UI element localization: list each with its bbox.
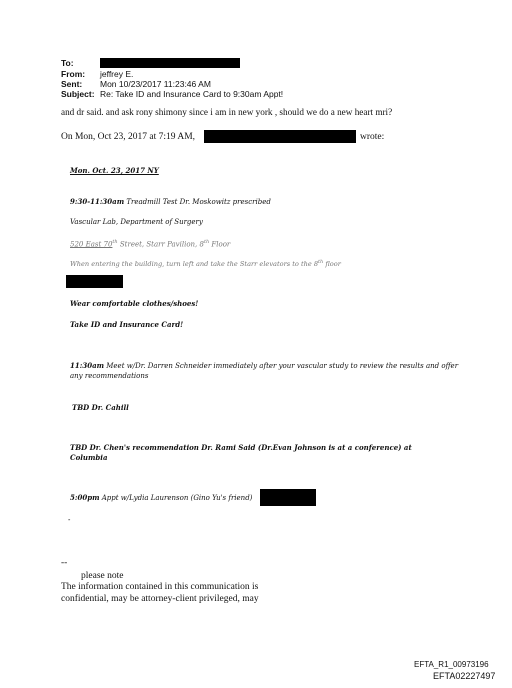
sig-line-1: The information contained in this communication is [61,582,259,592]
location-line: Vascular Lab, Department of Surgery [70,218,203,226]
item2-text: Meet w/Dr. Darren Schneider immediately after your vascular study to review the results and offer any recommendations [70,362,459,380]
quote-intro: On Mon, Oct 23, 2017 at 7:19 AM, [61,132,196,142]
to-label: To: [61,58,74,68]
item3-time: 5:00pm [70,493,100,502]
directions-line: When entering the building, turn left and take the Starr elevators to the 8th floor [70,259,341,269]
redaction-block-2 [260,489,316,506]
sent-label: Sent: [61,79,83,89]
tbd-chen: TBD Dr. Chen's recommendation Dr. Rami Said (Dr.Evan Johnson is at a conference) at Columbia [70,443,412,462]
from-value: jeffrey E. [100,69,134,79]
item1-time: 9:30-11:30am [70,197,125,206]
date-heading: Mon. Oct. 23, 2017 NY [70,166,159,175]
sig-separator: -- [61,558,68,568]
schedule-item-1 [70,197,271,206]
schedule-item-3 [70,493,252,502]
sig-line-2: confidential, may be attorney-client privileged, may [61,594,259,604]
reply-body: and dr said. and ask rony shimony since i am in new york , should we do a new heart mri? [61,107,393,117]
address-line: 520 East 70th Street, Starr Pavilion, 8th Floor [70,239,231,249]
sent-value: Mon 10/23/2017 11:23:46 AM [100,79,211,89]
item1-text: Treadmill Test Dr. Moskowitz prescribed [124,198,271,206]
subject-label: Subject: [61,89,95,99]
item3-text: Appt w/Lydia Laurenson (Gino Yu's friend) [99,494,253,502]
footer-id-2: EFTA02227497 [433,671,496,681]
sig-note: please note [81,571,124,581]
item2-time: 11:30am [70,361,105,370]
schedule-item-2 [70,361,470,381]
redaction-block-1 [66,275,123,288]
tbd-cahill: TBD Dr. Cahill [72,403,129,412]
take-id-note: Take ID and Insurance Card! [70,320,184,329]
from-label: From: [61,69,86,79]
redaction-to [100,58,240,68]
wear-note: Wear comfortable clothes/shoes! [70,299,199,308]
subject-value: Re: Take ID and Insurance Card to 9:30am Appt! [100,89,284,99]
address-street: 520 East 70 [70,240,113,249]
quote-wrote: wrote: [360,132,385,142]
redaction-sender [204,130,356,143]
footer-id-1: EFTA_R1_00973196 [414,660,489,669]
dash-line: - [68,516,71,524]
